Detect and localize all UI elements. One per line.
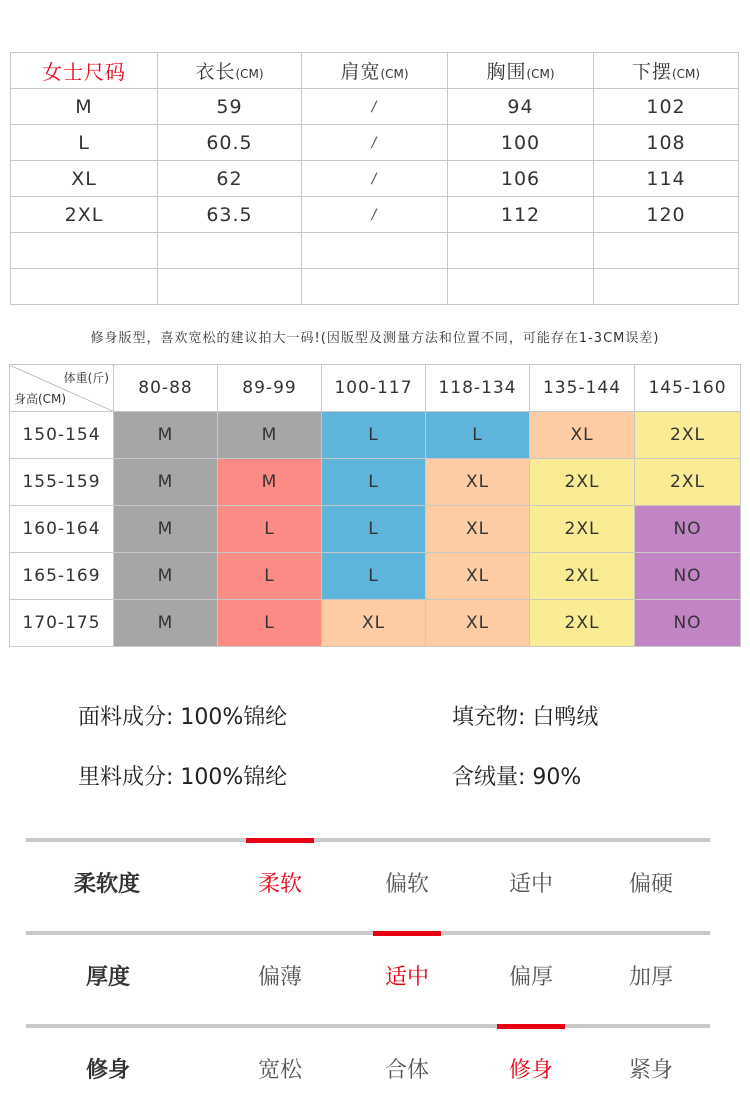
rec-header-row [10, 365, 741, 412]
size-table-cell: 102 [594, 89, 739, 125]
recommended-size-cell: 2XL [530, 506, 635, 553]
recommended-size-cell: L [322, 459, 426, 506]
size-table-cell [594, 233, 739, 269]
shoulder-header-label: 肩宽 [340, 61, 381, 83]
scale-option: 加厚 [628, 965, 673, 990]
rec-row [10, 412, 741, 459]
recommended-size-cell: NO [635, 600, 741, 647]
outer-fabric-info: 面料成分: 100%锦纶 [78, 705, 288, 730]
chest-header-cell [448, 53, 594, 89]
chest-header-unit: (CM) [526, 67, 555, 81]
shoulder-header-cell [302, 53, 448, 89]
rec-row [10, 600, 741, 647]
size-table-cell [594, 269, 739, 305]
weight-header: 118-134 [426, 365, 530, 412]
recommended-size-cell: M [218, 459, 322, 506]
size-table-cell [11, 269, 158, 305]
recommended-size-cell: M [114, 459, 218, 506]
scale-option: 柔软 [257, 872, 302, 897]
size-table-cell: 62 [158, 161, 302, 197]
rec-table-body [10, 412, 741, 647]
scale-selected-marker [373, 931, 441, 936]
scale-label: 修身 [86, 1058, 131, 1083]
height-range-cell: 160-164 [10, 506, 114, 553]
scale-selected-marker [497, 1024, 565, 1029]
size-table-cell: 114 [594, 161, 739, 197]
recommended-size-cell: XL [426, 459, 530, 506]
height-range-cell: 155-159 [10, 459, 114, 506]
size-table-cell: 60.5 [158, 125, 302, 161]
length-header-unit: (CM) [235, 67, 264, 81]
size-table-cell: 108 [594, 125, 739, 161]
weight-header: 80-88 [114, 365, 218, 412]
size-table-cell: 112 [448, 197, 594, 233]
recommended-size-cell: XL [530, 412, 635, 459]
shoulder-header-unit: (CM) [380, 67, 409, 81]
size-table-cell [158, 233, 302, 269]
size-table-cell: / [302, 197, 448, 233]
size-recommendation-table [9, 364, 741, 647]
scale-track [26, 1024, 710, 1028]
chest-header-label: 胸围 [486, 61, 527, 83]
size-table-cell: / [302, 89, 448, 125]
recommended-size-cell: M [114, 412, 218, 459]
size-table-row [11, 269, 739, 305]
weight-header: 135-144 [530, 365, 635, 412]
height-range-cell: 150-154 [10, 412, 114, 459]
rec-row [10, 553, 741, 600]
size-table-cell: 120 [594, 197, 739, 233]
sizing-note: 修身版型，喜欢宽松的建议拍大一码!(因版型及测量方法和位置不同，可能存在1-3CM误差) [90, 331, 660, 346]
scale-option: 偏硬 [628, 872, 673, 897]
size-table-cell [302, 233, 448, 269]
recommended-size-cell: XL [426, 506, 530, 553]
weight-header: 89-99 [218, 365, 322, 412]
recommended-size-cell: L [218, 506, 322, 553]
scale-option: 适中 [384, 965, 429, 990]
scale-option: 紧身 [628, 1058, 673, 1083]
scale-option: 偏软 [384, 872, 429, 897]
size-table-header-row [11, 53, 739, 89]
hem-header-unit: (CM) [671, 67, 701, 81]
height-range-cell: 165-169 [10, 553, 114, 600]
scale-label: 厚度 [86, 965, 131, 990]
size-table-row [11, 233, 739, 269]
hem-header-label: 下摆 [631, 61, 672, 83]
scale-track [26, 838, 710, 842]
rec-corner-cell [10, 365, 114, 412]
recommended-size-cell: 2XL [635, 412, 741, 459]
recommended-size-cell: L [322, 506, 426, 553]
corner-height-label: 身高(CM) [14, 392, 67, 406]
scale-label: 柔软度 [74, 872, 141, 897]
recommended-size-cell: L [218, 553, 322, 600]
size-table-cell: L [11, 125, 158, 161]
scale-option: 宽松 [257, 1058, 302, 1083]
size-table-cell: 2XL [11, 197, 158, 233]
scale-option: 合体 [384, 1058, 429, 1083]
recommended-size-cell: L [322, 412, 426, 459]
size-header-label: 女士尺码 [42, 60, 126, 84]
weight-header: 145-160 [635, 365, 741, 412]
size-table-cell: XL [11, 161, 158, 197]
length-header-label: 衣长 [195, 61, 236, 83]
recommended-size-cell: M [114, 553, 218, 600]
rec-row [10, 459, 741, 506]
recommended-size-cell: L [322, 553, 426, 600]
down-content-info: 含绒量: 90% [452, 765, 582, 790]
recommended-size-cell: L [218, 600, 322, 647]
size-table-cell [302, 269, 448, 305]
rec-row [10, 506, 741, 553]
size-table-cell [11, 233, 158, 269]
scale-track [26, 931, 710, 935]
size-table-body [11, 89, 739, 305]
size-table-cell: 100 [448, 125, 594, 161]
scale-option: 修身 [508, 1058, 553, 1083]
height-range-cell: 170-175 [10, 600, 114, 647]
recommended-size-cell: 2XL [530, 459, 635, 506]
recommended-size-cell: NO [635, 553, 741, 600]
size-table-cell: 106 [448, 161, 594, 197]
length-header-cell [158, 53, 302, 89]
recommended-size-cell: 2XL [530, 553, 635, 600]
size-header-cell [11, 53, 158, 89]
size-table-cell: / [302, 161, 448, 197]
size-table-row [11, 125, 739, 161]
filling-info: 填充物: 白鸭绒 [452, 705, 599, 730]
recommended-size-cell: M [218, 412, 322, 459]
size-table-cell: 63.5 [158, 197, 302, 233]
scale-option: 偏薄 [257, 965, 302, 990]
recommended-size-cell: 2XL [635, 459, 741, 506]
weight-header: 100-117 [322, 365, 426, 412]
size-table-row [11, 161, 739, 197]
scale-option: 适中 [508, 872, 553, 897]
lining-fabric-info: 里料成分: 100%锦纶 [78, 765, 288, 790]
recommended-size-cell: XL [322, 600, 426, 647]
recommended-size-cell: L [426, 412, 530, 459]
recommended-size-cell: 2XL [530, 600, 635, 647]
recommended-size-cell: XL [426, 600, 530, 647]
size-table-cell: 94 [448, 89, 594, 125]
size-table-row [11, 89, 739, 125]
recommended-size-cell: NO [635, 506, 741, 553]
corner-weight-label: 体重(斤) [63, 371, 109, 385]
recommended-size-cell: M [114, 600, 218, 647]
recommended-size-cell: XL [426, 553, 530, 600]
recommended-size-cell: M [114, 506, 218, 553]
scale-option: 偏厚 [508, 965, 553, 990]
size-table-cell: M [11, 89, 158, 125]
hem-header-cell [594, 53, 739, 89]
size-table-row [11, 197, 739, 233]
size-table-cell: 59 [158, 89, 302, 125]
size-table-cell [158, 269, 302, 305]
size-table-cell [448, 269, 594, 305]
size-table-cell: / [302, 125, 448, 161]
scale-selected-marker [246, 838, 314, 843]
size-measurement-table [10, 52, 739, 305]
size-table-cell [448, 233, 594, 269]
